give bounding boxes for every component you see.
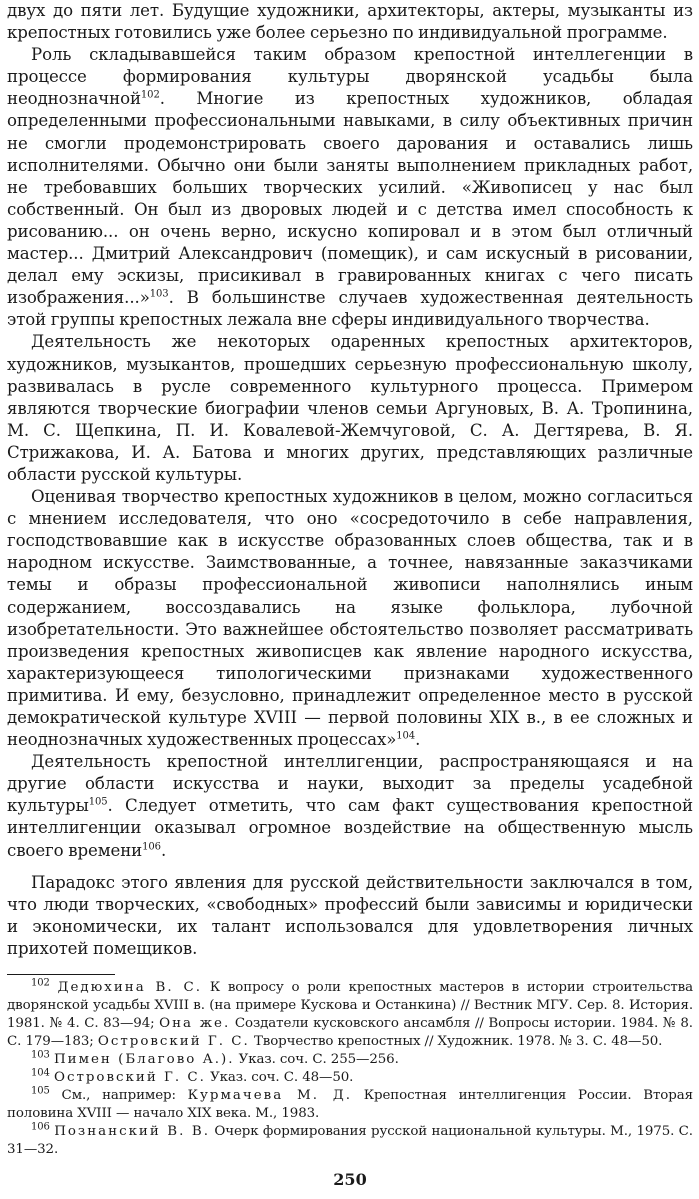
paragraph-4: Оценивая творчество крепостных художников в целом, можно согласиться с мнением исследователя, что оно «сосредоточило в себе направления, господствовавшие как в искусстве образованных слоев общества, так и в народном искусстве. Заимствованные, а точнее, навязанные заказчиками темы и образы профессиональной живописи наполнялись иным содержанием, воссоздавались на языке фольклора, лубочной изобретательности. Это важнейшее обстоятельство позволяет рассматривать произведения крепостных живописцев как явление народного искусства, характеризующееся типологическими признаками художественного примитива. И ему, безусловно, принадлежит определенное место в русской демократической культуре XVIII — первой половины XIX в., в ее сложных и неоднозначных художественных процессах»$^{104}$.: [7, 487, 693, 750]
paragraph-1: двух до пяти лет. Будущие художники, архитекторы, актеры, музыканты из крепостных готовились уже более серьезно по индивидуальной программе.: [7, 1, 693, 43]
footnote-ref-105[interactable]: 105: [88, 796, 108, 808]
paragraph-2: Роль складывавшейся таким образом крепостной интеллегенции в процессе формирования культуры дворянской усадьбы была неоднозначной$^{102}$. Многие из крепостных художников, обладая определенными профессиональными навыками, в силу объективных причин не смогли продемонстрировать своего дарования и оставались лишь исполнителями. Обычно они были заняты выполнением прикладных работ, не требовавших больших творческих усилий. «Живописец у нас был собственный. Он был из дворовых людей и с детства имел способность к рисованию... он очень верно, искусно копировал и в этом был отличный мастер... Дмитрий Александрович (помещик), и сам искусный в рисовании, делал ему эскизы, присикивал в гравированных книгах с чего писать изображения...»$^{103}$. В большинстве случаев художественная деятельность этой группы крепостных лежала вне сферы индивидуального творчества.: [7, 45, 693, 330]
footnote-106: $^{106}$ Познанский В. В. Очерк формирования русской национальной культуры. М., 1975. С. 31—32.: [7, 1121, 693, 1158]
main-text: [7, 0, 693, 960]
footnote-ref-106[interactable]: 106: [142, 841, 161, 853]
paragraph-3: Деятельность же некоторых одаренных крепостных архитекторов, художников, музыкантов, прошедших серьезную профессиональную школу, развивалась в русле современного культурного процесса. Примером являются творческие биографии членов семьи Аргуновых, В. А. Тропинина, М. С. Щепкина, П. И. Ковалевой-Жемчуговой, С. А. Дегтярева, В. Я. Стрижакова, И. А. Батова и многих других, представляющих различные области русской культуры.: [7, 332, 693, 484]
footnote-102: $^{102}$ Дедюхина В. С. К вопросу о роли крепостных мастеров в истории строительства дворянской усадьбы XVIII в. (на примере Кускова и Останкина) // Вестник МГУ. Сер. 8. История. 1981. № 4. С. 83—94; Она же. Создатели кусковского ансамбля // Вопросы истории. 1984. № 8. С. 179—183; Островский Г. С. Творчество крепостных // Художник. 1978. № 3. С. 48—50.: [7, 977, 693, 1050]
footnote-105: $^{105}$ См., например: Курмачева М. Д. Крепостная интеллигенция России. Вторая половина XVIII — начало XIX века. М., 1983.: [7, 1085, 693, 1122]
footnote-103: $^{103}$ Пимен (Благово А.). Указ. соч. С. 255—256.: [31, 1049, 399, 1068]
footnote-divider: [7, 974, 115, 975]
paragraph-gap: [7, 862, 693, 872]
paragraph-6: Парадокс этого явления для русской действительности заключался в том, что люди творческих, «свободных» профессий были зависимы и юридически и экономически, их талант использовался для удовлетворения личных прихотей помещиков.: [7, 872, 693, 958]
book-page: [7, 0, 693, 1199]
footnote-ref-104[interactable]: 104: [396, 730, 416, 742]
footnote-ref-102[interactable]: 102: [140, 89, 160, 101]
paragraph-5: Деятельность крепостной интеллигенции, распространяющаяся и на другие области искусства и науки, выходит за пределы усадебной культуры$^{105}$. Следует отметить, что сам факт существования крепостной интеллигенции оказывал огромное воздействие на общественную мысль своего времени$^{106}$.: [7, 752, 693, 860]
footnotes: [7, 979, 693, 1159]
footnote-ref-103[interactable]: 103: [149, 288, 169, 300]
footnote-104: $^{104}$ Островский Г. С. Указ. соч. С. 48—50.: [31, 1067, 354, 1086]
page-number: 250: [333, 1170, 367, 1189]
